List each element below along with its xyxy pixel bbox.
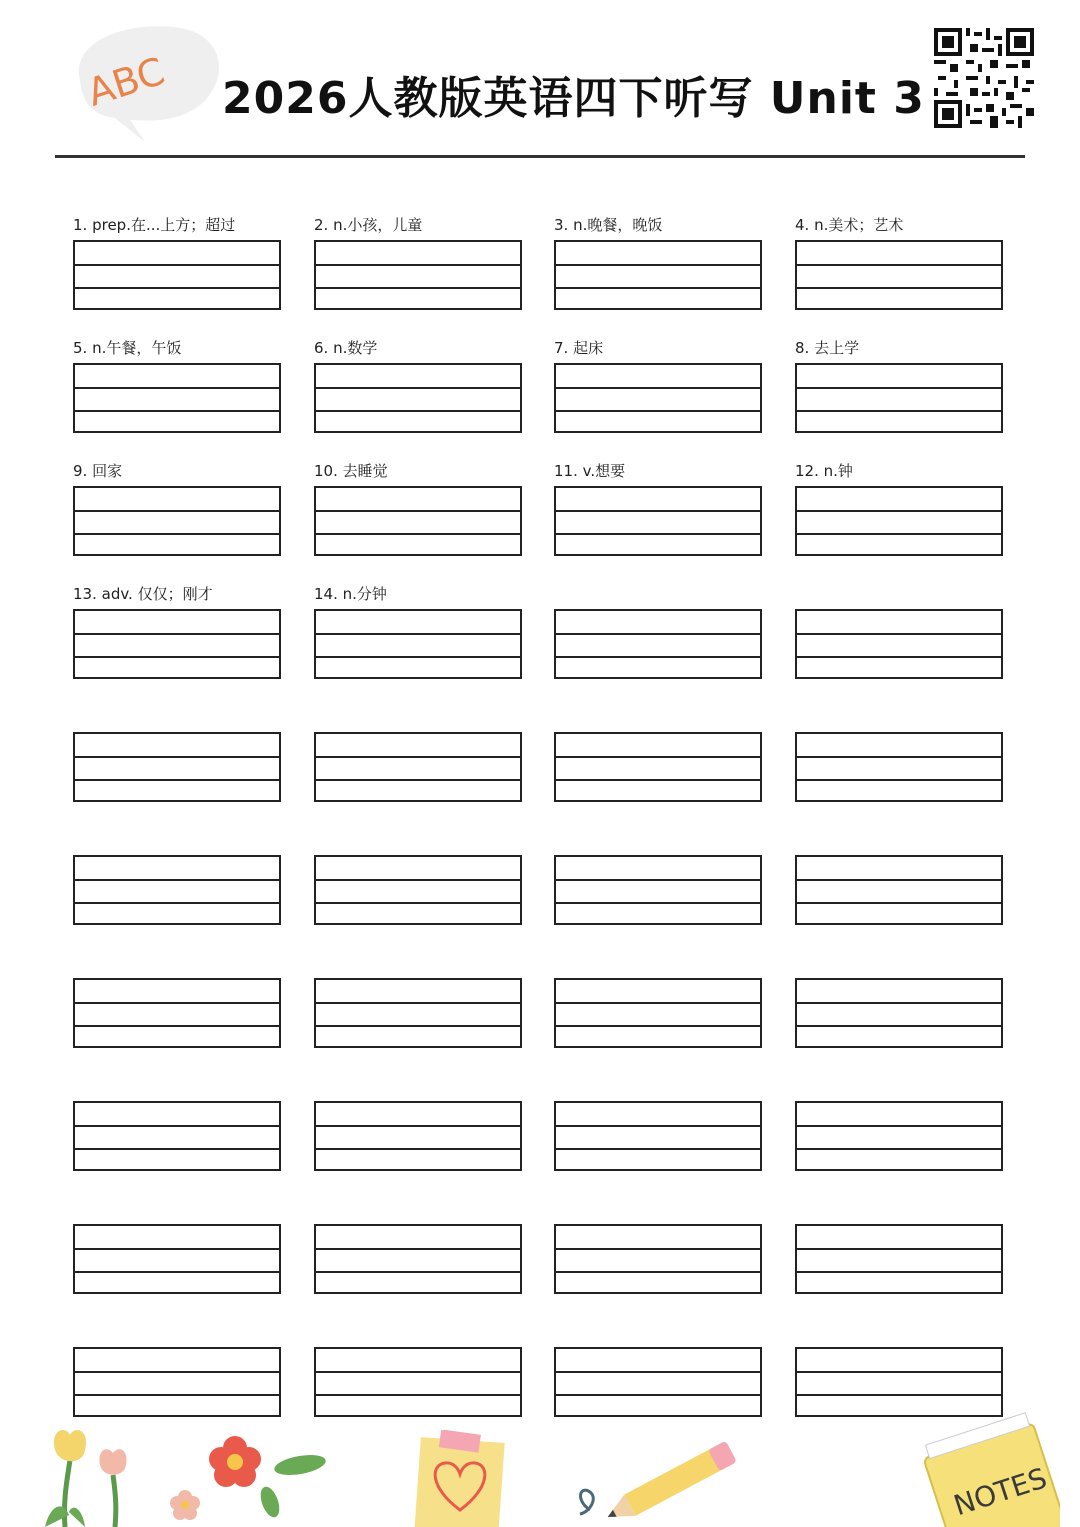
writing-line: [797, 533, 1001, 535]
writing-line: [75, 533, 279, 535]
writing-line: [75, 879, 279, 881]
answer-box[interactable]: [73, 486, 281, 556]
writing-line: [75, 1371, 279, 1373]
writing-line: [75, 1025, 279, 1027]
writing-line: [75, 633, 279, 635]
writing-line: [316, 1271, 520, 1273]
answer-box[interactable]: [554, 363, 762, 433]
writing-line: [797, 1248, 1001, 1250]
writing-line: [316, 510, 520, 512]
writing-line: [556, 1394, 760, 1396]
abc-letters: ABC: [82, 48, 170, 115]
answer-box[interactable]: [795, 732, 1003, 802]
answer-box[interactable]: [314, 1101, 522, 1171]
answer-box[interactable]: [314, 486, 522, 556]
writing-line: [316, 387, 520, 389]
writing-line: [556, 633, 760, 635]
answer-box[interactable]: [314, 1347, 522, 1417]
item-label: 11. v.想要: [554, 462, 626, 480]
writing-line: [316, 1394, 520, 1396]
writing-line: [797, 1125, 1001, 1127]
answer-box[interactable]: [73, 1224, 281, 1294]
header-divider: [55, 155, 1025, 158]
answer-box[interactable]: [795, 486, 1003, 556]
writing-line: [797, 387, 1001, 389]
writing-line: [797, 410, 1001, 412]
item-label: 6. n.数学: [314, 339, 378, 357]
answer-box[interactable]: [73, 609, 281, 679]
writing-line: [797, 879, 1001, 881]
notes-book-icon: [910, 1410, 1060, 1527]
answer-box[interactable]: [314, 978, 522, 1048]
writing-line: [556, 1248, 760, 1250]
answer-box[interactable]: [73, 1347, 281, 1417]
writing-line: [316, 902, 520, 904]
writing-line: [556, 387, 760, 389]
answer-box[interactable]: [314, 855, 522, 925]
writing-line: [797, 1148, 1001, 1150]
answer-box[interactable]: [73, 1101, 281, 1171]
writing-line: [556, 510, 760, 512]
answer-box[interactable]: [314, 1224, 522, 1294]
abc-bubble-logo: [60, 20, 230, 150]
writing-line: [75, 756, 279, 758]
answer-box[interactable]: [795, 1101, 1003, 1171]
writing-line: [316, 1248, 520, 1250]
answer-box[interactable]: [795, 363, 1003, 433]
answer-box[interactable]: [73, 732, 281, 802]
writing-line: [316, 533, 520, 535]
writing-line: [75, 656, 279, 658]
item-label: 13. adv. 仅仅；刚才: [73, 585, 213, 603]
writing-line: [556, 1271, 760, 1273]
item-label: 4. n.美术；艺术: [795, 216, 904, 234]
writing-line: [797, 902, 1001, 904]
writing-line: [75, 510, 279, 512]
writing-line: [556, 1002, 760, 1004]
writing-line: [316, 656, 520, 658]
tulip-flowers-icon: [25, 1420, 145, 1527]
writing-line: [556, 410, 760, 412]
writing-line: [316, 1125, 520, 1127]
writing-line: [316, 287, 520, 289]
writing-line: [75, 264, 279, 266]
answer-box[interactable]: [73, 855, 281, 925]
item-label: 1. prep.在...上方；超过: [73, 216, 236, 234]
heart-note-icon: [410, 1430, 510, 1527]
writing-line: [75, 1125, 279, 1127]
answer-box[interactable]: [314, 363, 522, 433]
writing-line: [556, 1125, 760, 1127]
item-label: 3. n.晚餐，晚饭: [554, 216, 663, 234]
answer-box[interactable]: [554, 1101, 762, 1171]
writing-line: [556, 656, 760, 658]
item-label: 2. n.小孩，儿童: [314, 216, 423, 234]
notes-label: NOTES: [949, 1461, 1051, 1523]
writing-line: [556, 1025, 760, 1027]
answer-box[interactable]: [554, 240, 762, 310]
answer-box[interactable]: [554, 732, 762, 802]
answer-box[interactable]: [795, 1347, 1003, 1417]
item-label: 5. n.午餐，午饭: [73, 339, 182, 357]
answer-box[interactable]: [795, 609, 1003, 679]
answer-box[interactable]: [554, 855, 762, 925]
writing-line: [316, 779, 520, 781]
writing-line: [75, 1002, 279, 1004]
red-flower-icon: [165, 1430, 335, 1527]
writing-line: [75, 387, 279, 389]
answer-box[interactable]: [795, 855, 1003, 925]
writing-line: [797, 1371, 1001, 1373]
item-label: 14. n.分钟: [314, 585, 387, 603]
answer-box[interactable]: [554, 1347, 762, 1417]
writing-line: [556, 1148, 760, 1150]
writing-line: [797, 1394, 1001, 1396]
page-title: 2026人教版英语四下听写 Unit 3: [222, 73, 925, 124]
answer-box[interactable]: [554, 1224, 762, 1294]
writing-line: [316, 264, 520, 266]
writing-line: [797, 756, 1001, 758]
answer-box[interactable]: [795, 1224, 1003, 1294]
writing-line: [556, 902, 760, 904]
writing-line: [556, 287, 760, 289]
writing-line: [797, 779, 1001, 781]
writing-line: [75, 410, 279, 412]
qr-code-icon: [934, 28, 1034, 128]
item-label: 12. n.钟: [795, 462, 853, 480]
answer-box[interactable]: [554, 486, 762, 556]
writing-line: [797, 510, 1001, 512]
writing-line: [316, 1002, 520, 1004]
writing-line: [316, 879, 520, 881]
item-label: 10. 去睡觉: [314, 462, 388, 480]
writing-line: [75, 902, 279, 904]
writing-line: [75, 1394, 279, 1396]
answer-box[interactable]: [554, 978, 762, 1048]
item-label: 8. 去上学: [795, 339, 860, 357]
writing-line: [797, 287, 1001, 289]
writing-line: [75, 779, 279, 781]
writing-line: [797, 1025, 1001, 1027]
answer-box[interactable]: [73, 363, 281, 433]
answer-box[interactable]: [795, 240, 1003, 310]
writing-line: [797, 264, 1001, 266]
answer-box[interactable]: [314, 732, 522, 802]
writing-line: [556, 533, 760, 535]
answer-box[interactable]: [314, 240, 522, 310]
writing-line: [797, 633, 1001, 635]
writing-line: [556, 264, 760, 266]
writing-line: [75, 1148, 279, 1150]
writing-line: [316, 1371, 520, 1373]
answer-box[interactable]: [73, 978, 281, 1048]
writing-line: [75, 1271, 279, 1273]
answer-box[interactable]: [795, 978, 1003, 1048]
item-label: 7. 起床: [554, 339, 604, 357]
writing-line: [316, 1148, 520, 1150]
answer-box[interactable]: [314, 609, 522, 679]
writing-line: [556, 1371, 760, 1373]
writing-line: [797, 656, 1001, 658]
writing-line: [316, 756, 520, 758]
writing-line: [556, 879, 760, 881]
answer-box[interactable]: [73, 240, 281, 310]
writing-line: [316, 410, 520, 412]
pencil-icon: [570, 1440, 750, 1527]
item-label: 9. 回家: [73, 462, 123, 480]
writing-line: [75, 287, 279, 289]
writing-line: [75, 1248, 279, 1250]
writing-line: [556, 756, 760, 758]
writing-line: [316, 1025, 520, 1027]
writing-line: [316, 633, 520, 635]
writing-line: [797, 1271, 1001, 1273]
answer-box[interactable]: [554, 609, 762, 679]
writing-line: [556, 779, 760, 781]
writing-line: [797, 1002, 1001, 1004]
